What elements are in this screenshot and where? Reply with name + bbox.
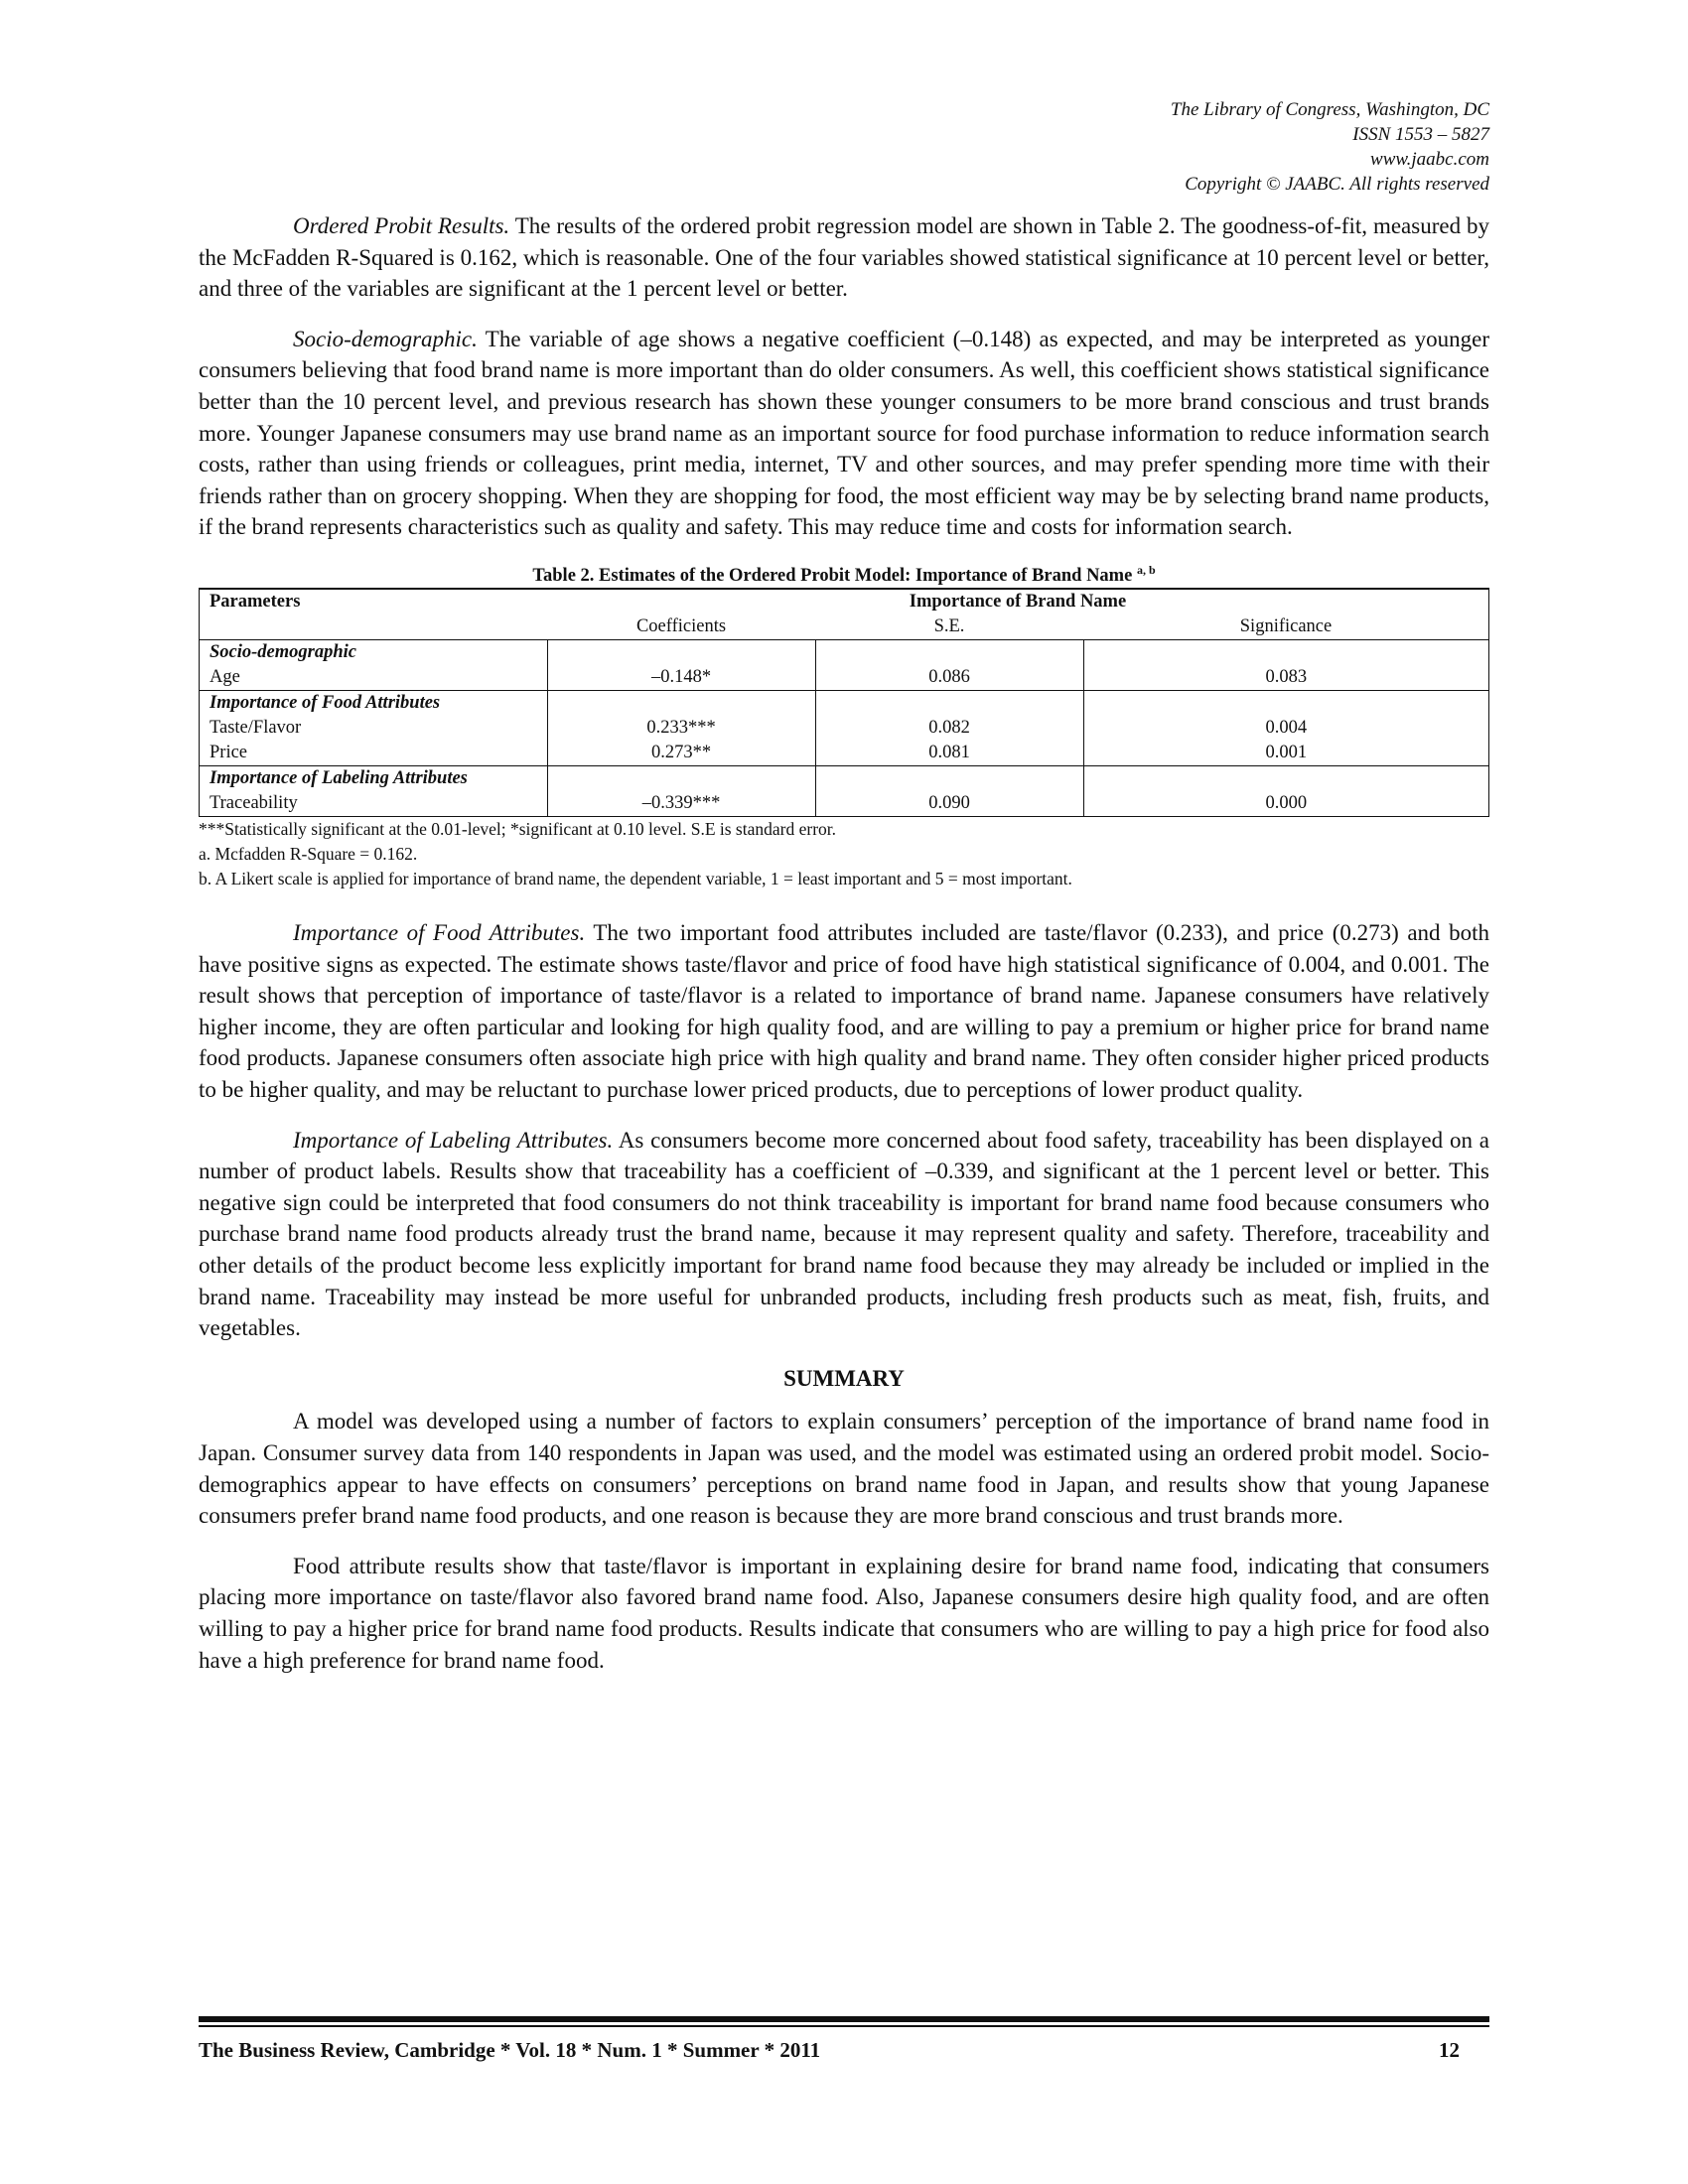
table-caption: Table 2. Estimates of the Ordered Probit Model: Importance of Brand Name $^{a, b}$ [532, 562, 1156, 587]
table-row: Traceability –0.339*** 0.090 0.000 [200, 791, 1489, 817]
paragraph-food-attributes: Importance of Food Attributes. The two important food attributes included are taste/flavor (0.233), and price (0.273) and both have positive signs as expected. The estimate shows taste/flavor and price of food have high statistical significance of 0.004, and 0.001. The result shows that perception of importance of taste/flavor is a related to importance of brand name. Japanese consumers have relatively higher income, they are often particular and looking for high quality food, and are willing to pay a premium or higher price for brand name food products. Japanese consumers often associate high price with high quality and brand name. They often consider higher priced products to be higher quality, and may be reluctant to purchase lower priced products, due to perceptions of lower product quality. [199, 920, 1489, 1103]
col-parameters: Parameters [200, 589, 548, 614]
group-socio-demographic: Socio-demographic [210, 642, 356, 663]
footer-divider-thin [199, 2025, 1489, 2027]
footer-divider [199, 2016, 1489, 2022]
paragraph-labeling-attributes: Importance of Labeling Attributes. As consumers become more concerned about food safety, traceability has been displayed on a number of product labels. Results show that traceability has a coefficient of –0.339, and significant at the 1 percent level or better. This negative sign could be interpreted that food consumers do not think traceability is important for brand name food because consumers who purchase brand name food products already trust the brand name, because it may represent quality and safety. Therefore, traceability and other details of the product become less explicitly important for brand name food because they may already be included or implied in the brand name. Traceability may instead be more useful for unbranded products, including fresh products such as meat, fish, fruits, and vegetables. [199, 1127, 1489, 1341]
footer-journal: The Business Review, Cambridge * Vol. 18 * Num. 1 * Summer * 2011 [199, 2038, 821, 2062]
paragraph-summary-1: A model was developed using a number of factors to explain consumers’ perception of the importance of brand name food in Japan. Consumer survey data from 140 respondents in Japan was used, and the model was estimated using an ordered probit model. Socio-demographics appear to have effects on consumers’ perceptions on brand name food in Japan, and results show that young Japanese consumers prefer brand name food products, and one reason is because they are more brand conscious and trust brands more. [199, 1409, 1489, 1529]
table-notes [199, 817, 1489, 891]
note-significance: ***Statistically significant at the 0.01-level; *significant at 0.10 level. S.E is standard error. [199, 819, 837, 840]
group-labeling-attributes: Importance of Labeling Attributes [210, 768, 468, 789]
paragraph-summary-2: Food attribute results show that taste/flavor is important in explaining desire for brand name food, indicating that consumers placing more importance on taste/flavor also favored brand name food. Also, Japanese consumers desire high quality food, and are often willing to pay a higher price for brand name food products. Results indicate that consumers who are willing to pay a high price for food also have a high preference for brand name food. [199, 1553, 1489, 1673]
page-header [794, 97, 1489, 197]
note-r-square: a. Mcfadden R-Square = 0.162. [199, 844, 418, 865]
paragraph-socio-demographic: Socio-demographic. The variable of age shows a negative coefficient (–0.148) as expected, and may be interpreted as younger consumers believing that food brand name is more important than do older consumers. As well, this coefficient shows statistical significance better than the 10 percent level, and previous research has shown these younger consumers to be more brand conscious and trust brands more. Younger Japanese consumers may use brand name as an important source for food purchase information to reduce information search costs, rather than using friends or colleagues, print media, internet, TV and other sources, and may prefer spending more time with their friends rather than on grocery shopping. When they are shopping for food, the most efficient way may be by selecting brand name products, if the brand represents characteristics such as quality and safety. This may reduce time and costs for information search. [199, 326, 1489, 540]
section-title-summary: SUMMARY [783, 1365, 905, 1391]
header-issn: ISSN 1553 – 5827 [1352, 124, 1489, 145]
col-se: S.E. [815, 614, 1083, 640]
header-website: www.jaabc.com [1370, 149, 1489, 170]
main-content [199, 210, 1489, 1695]
page-number: 12 [1439, 2038, 1460, 2062]
col-coefficients: Coefficients [547, 614, 815, 640]
table-row: Taste/Flavor 0.233*** 0.082 0.004 [200, 716, 1489, 741]
estimates-table [199, 588, 1489, 817]
header-copyright: Copyright © JAABC. All rights reserved [1185, 174, 1489, 195]
note-likert: b. A Likert scale is applied for importance of brand name, the dependent variable, 1 = least important and 5 = most important. [199, 869, 1072, 889]
table-row: Age –0.148* 0.086 0.083 [200, 665, 1489, 691]
paragraph-ordered-probit: Ordered Probit Results. The results of the ordered probit regression model are shown in Table 2. The goodness-of-fit, measured by the McFadden R-Squared is 0.162, which is reasonable. One of the four variables showed statistical significance at 10 percent level or better, and three of the variables are significant at the 1 percent level or better. [199, 213, 1489, 302]
table-2 [199, 558, 1489, 891]
table-row: Price 0.273** 0.081 0.001 [200, 741, 1489, 766]
header-library: The Library of Congress, Washington, DC [1170, 99, 1489, 120]
col-group-header: Importance of Brand Name [547, 589, 1489, 614]
col-significance: Significance [1083, 614, 1489, 640]
group-food-attributes: Importance of Food Attributes [210, 693, 441, 714]
